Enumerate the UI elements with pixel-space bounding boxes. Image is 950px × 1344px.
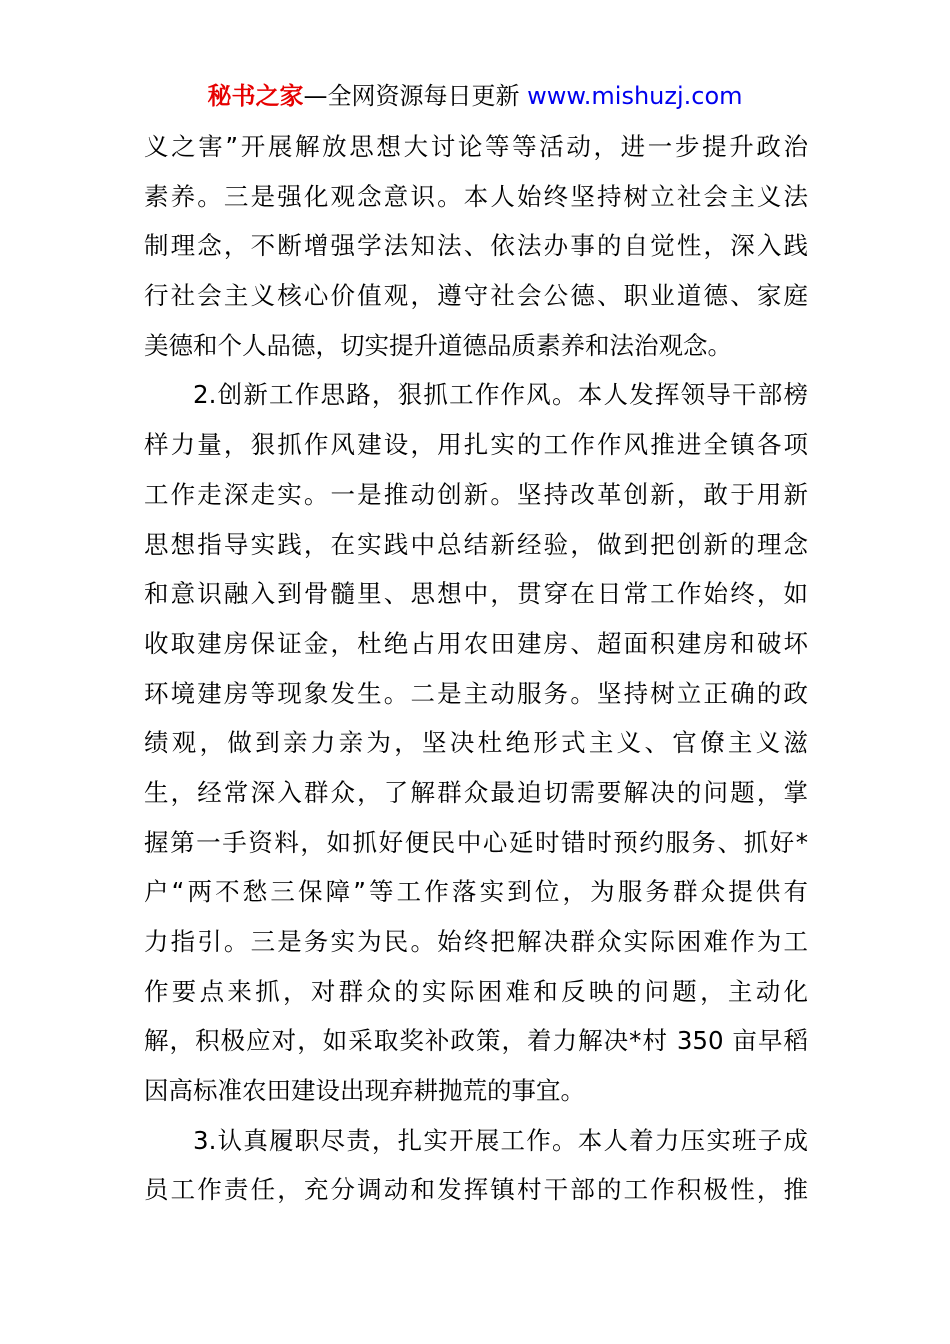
text-line: 素养。三是强化观念意识。本人始终坚持树立社会主义法 xyxy=(144,181,808,211)
text-line: 因高标准农田建设出现弃耕抛荒的事宜。 xyxy=(144,1076,585,1106)
text-line: 力指引。三是务实为民。始终把解决群众实际困难作为工 xyxy=(144,927,808,956)
text-line: 义之害”开展解放思想大讨论等等活动，进一步提升政治 xyxy=(144,132,808,161)
text-line: 作要点来抓，对群众的实际困难和反映的问题，主动化 xyxy=(144,976,808,1006)
text-line: 工作走深走实。一是推动创新。坚持改革创新，敢于用新 xyxy=(144,479,808,509)
paragraph-heading-3: 3.认真履职尽责，扎实开展工作。本人着力压实班子成 xyxy=(193,1125,808,1155)
text-line: 样力量，狠抓作风建设，用扎实的工作作风推进全镇各项 xyxy=(144,430,808,460)
text-line: 员工作责任，充分调动和发挥镇村干部的工作积极性，推 xyxy=(144,1175,808,1205)
text-line: 思想指导实践，在实践中总结新经验，做到把创新的理念 xyxy=(144,529,808,559)
document-body xyxy=(144,122,808,1215)
site-tagline: —全网资源每日更新 xyxy=(303,82,528,110)
text-line: 绩观，做到亲力亲为，坚决杜绝形式主义、官僚主义滋 xyxy=(144,728,808,758)
text-line: 握第一手资料，如抓好便民中心延时错时预约服务、抓好* xyxy=(144,827,808,857)
text-line: 生，经常深入群众，了解群众最迫切需要解决的问题，掌 xyxy=(144,777,808,807)
text-line: 行社会主义核心价值观，遵守社会公德、职业道德、家庭 xyxy=(144,281,808,311)
paragraph-heading-2: 2.创新工作思路，狠抓工作作风。本人发挥领导干部榜 xyxy=(193,380,808,410)
site-header xyxy=(0,78,950,114)
text-line: 环境建房等现象发生。二是主动服务。坚持树立正确的政 xyxy=(144,678,808,708)
text-line: 解，积极应对，如采取奖补政策，着力解决*村 350 亩早稻 xyxy=(144,1026,808,1056)
text-line: 美德和个人品德，切实提升道德品质素养和法治观念。 xyxy=(144,330,732,360)
text-line: 和意识融入到骨髓里、思想中，贯穿在日常工作始终，如 xyxy=(144,579,808,609)
text-line: 户“两不愁三保障”等工作落实到位，为服务群众提供有 xyxy=(144,877,808,907)
site-name: 秘书之家 xyxy=(207,82,304,110)
text-line: 制理念，不断增强学法知法、依法办事的自觉性，深入践 xyxy=(144,231,808,261)
site-url-link[interactable]: www.mishuzj.com xyxy=(527,82,743,110)
text-line: 收取建房保证金，杜绝占用农田建房、超面积建房和破坏 xyxy=(144,628,808,658)
